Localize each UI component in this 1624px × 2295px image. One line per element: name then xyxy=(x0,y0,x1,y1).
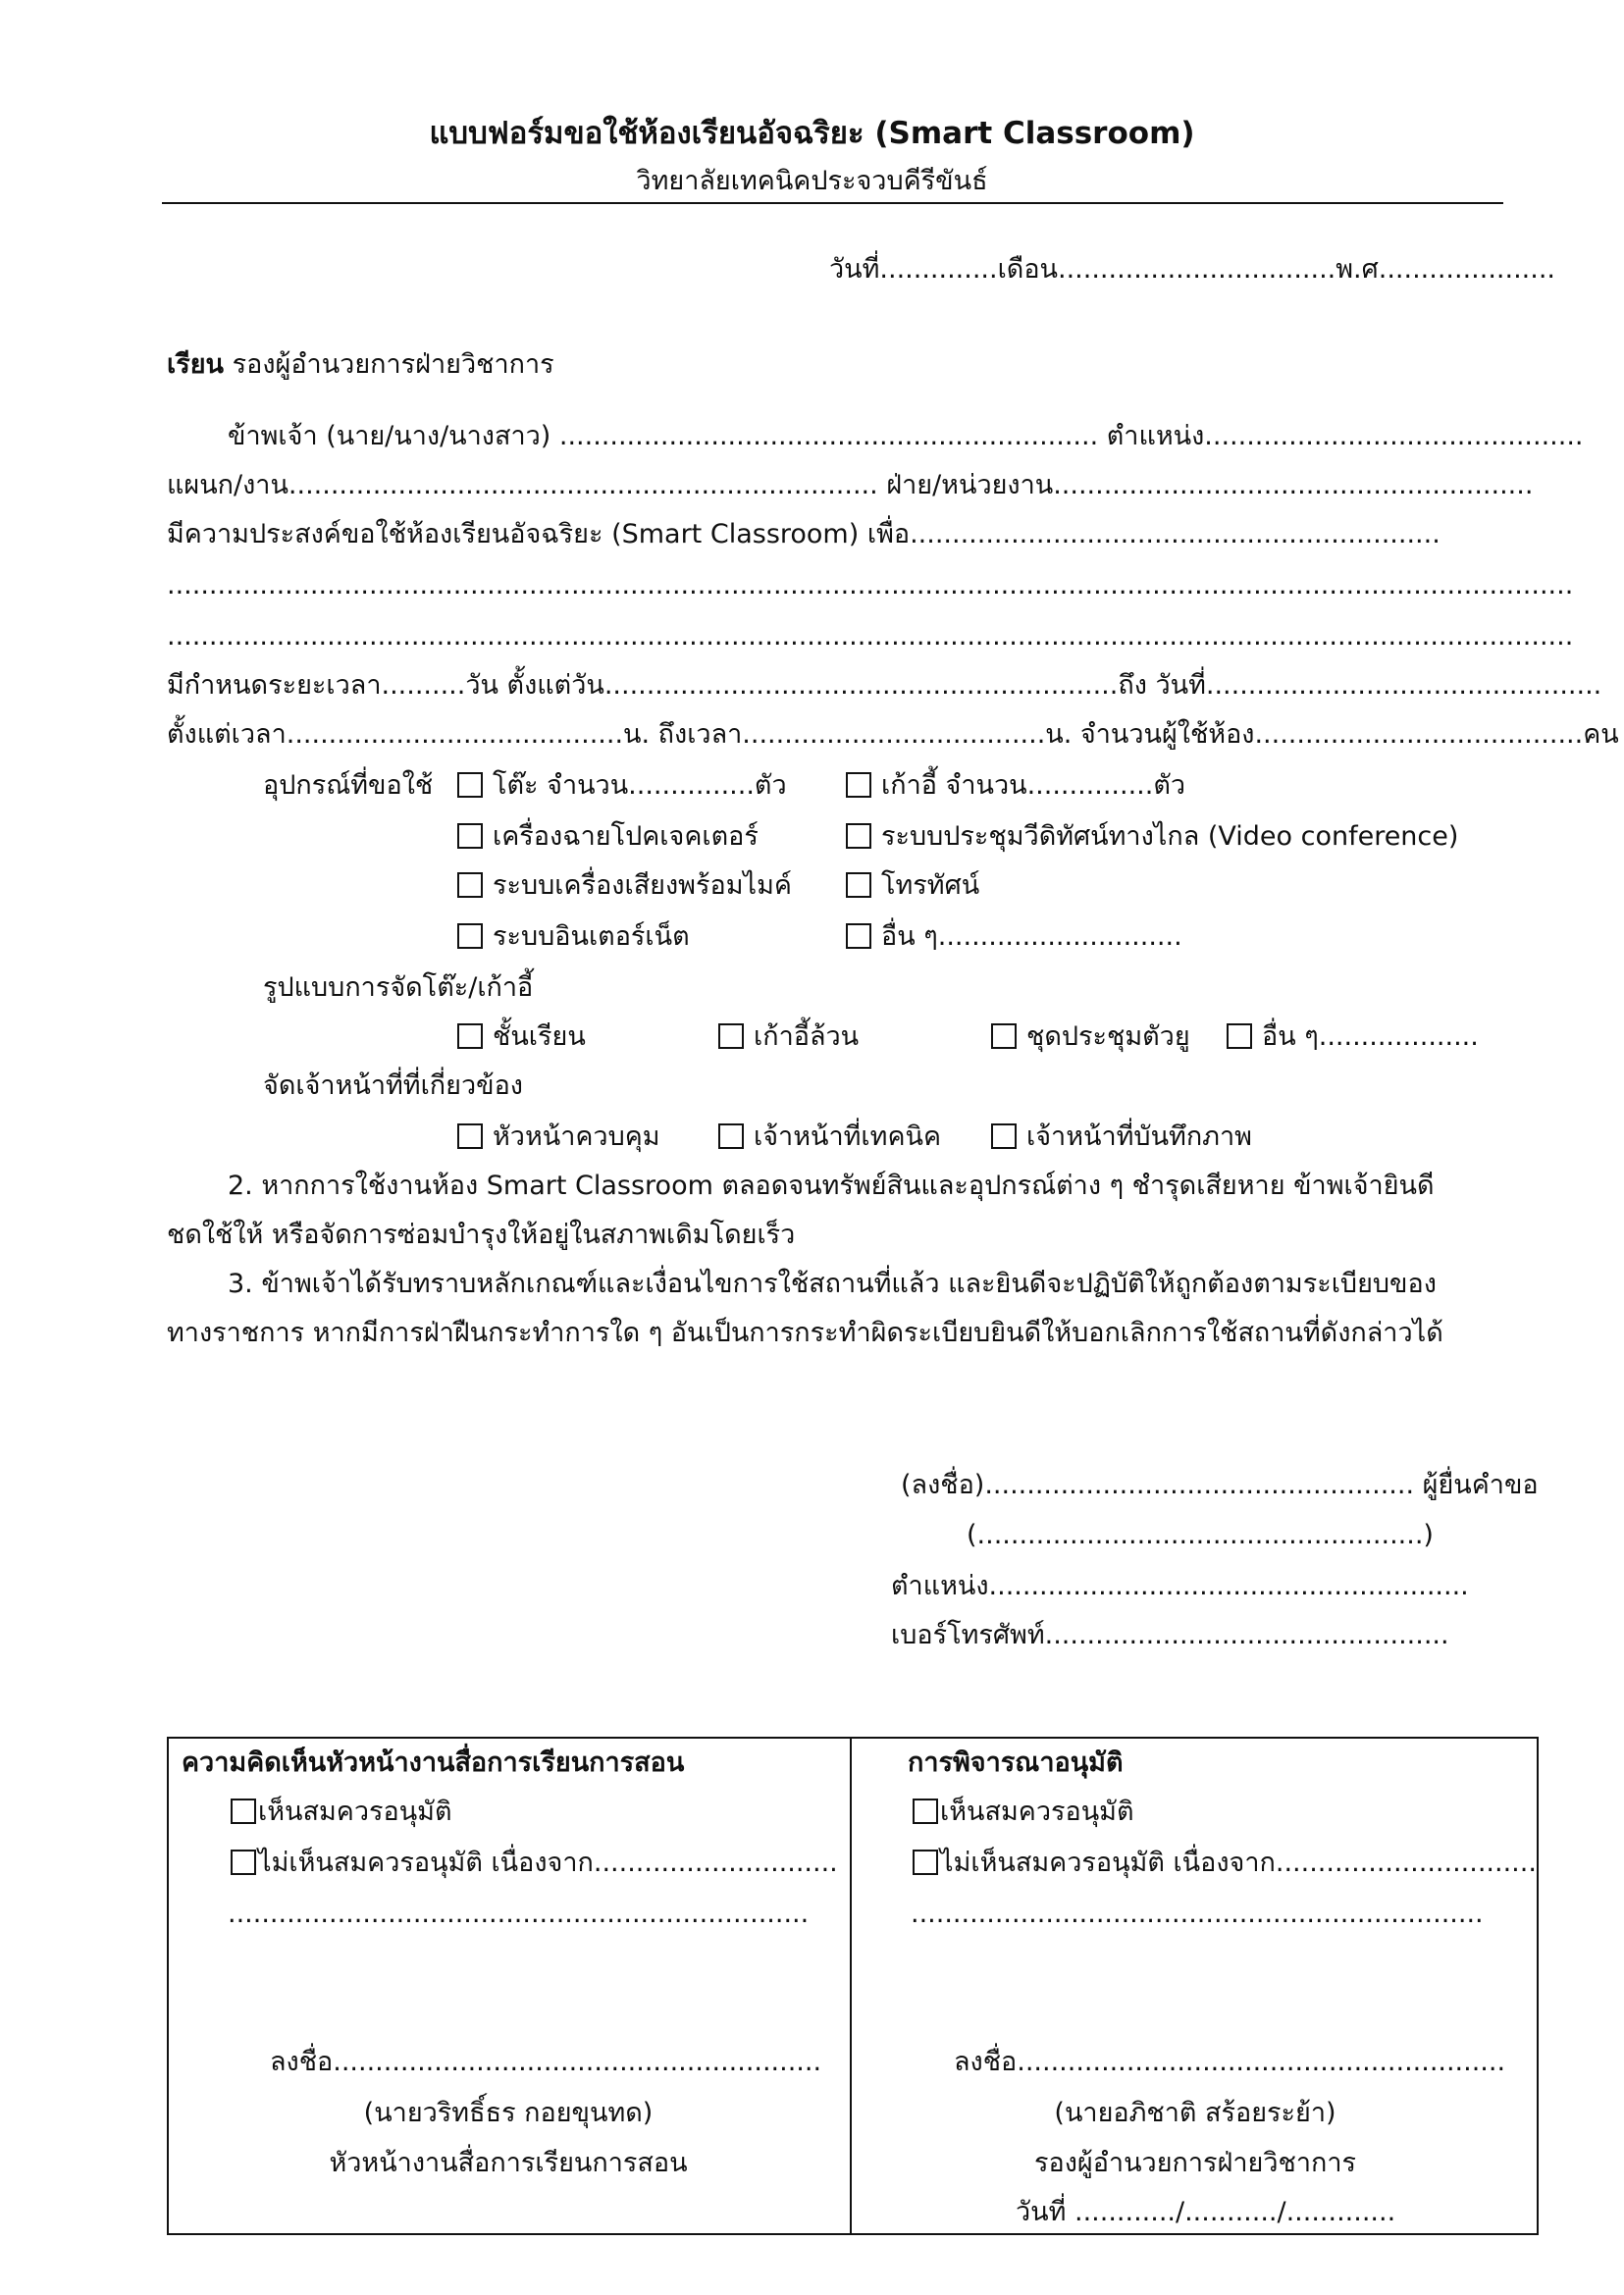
equip-other-option[interactable]: อื่น ๆ............................. xyxy=(846,920,1182,954)
purpose-cont-line-2[interactable]: ....................................................................................................................................................................... xyxy=(167,621,1574,652)
term-2-line-1: 2. หากการใช้งานห้อง Smart Classroom ตลอดจนทรัพย์สินและอุปกรณ์ต่าง ๆ ชำรุดเสียหาย ข้าพเจ้ายินดี xyxy=(228,1171,1435,1201)
checkbox-icon[interactable] xyxy=(231,1799,256,1824)
applicant-position-field[interactable]: ตำแหน่ง......................................................... xyxy=(891,1571,1469,1601)
purpose-line[interactable]: มีความประสงค์ขอใช้ห้องเรียนอัจฉริยะ (Smart Classroom) เพื่อ............................................................... xyxy=(167,519,1441,549)
right-reject-option[interactable]: ไม่เห็นสมควรอนุมัติ เนื่องจาก............................... xyxy=(913,1847,1537,1880)
salutation-text: รองผู้อำนวยการฝ่ายวิชาการ xyxy=(232,349,554,380)
right-date-line[interactable]: วันที่ ............/.........../............. xyxy=(1016,2197,1396,2227)
equipment-label: อุปกรณ์ที่ขอใช้ xyxy=(263,770,434,801)
term-3-line-1: 3. ข้าพเจ้าได้รับทราบหลักเกณฑ์และเงื่อนไขการใช้สถานที่แล้ว และยินดีจะปฏิบัติให้ถูกต้องตามระเบียบของ xyxy=(228,1269,1437,1299)
checkbox-icon[interactable] xyxy=(1227,1023,1252,1049)
right-panel-heading: การพิจารณาอนุมัติ xyxy=(908,1747,1124,1778)
salutation-label: เรียน xyxy=(167,349,225,380)
left-signer-name: (นายวริทธิ์ธร กอยขุนทด) xyxy=(363,2098,654,2128)
left-signer-title: หัวหน้างานสื่อการเรียนการสอน xyxy=(329,2148,688,2178)
layout-label: รูปแบบการจัดโต๊ะ/เก้าอี้ xyxy=(263,972,534,1003)
purpose-cont-line-1[interactable]: ....................................................................................................................................................................... xyxy=(167,570,1574,600)
checkbox-icon[interactable] xyxy=(457,872,483,898)
checkbox-icon[interactable] xyxy=(457,1023,483,1049)
date-line[interactable]: วันที่..............เดือน.................................พ.ศ..................... xyxy=(829,254,1555,285)
page-title: แบบฟอร์มขอใช้ห้องเรียนอัจฉริยะ (Smart Classroom) xyxy=(429,116,1195,151)
right-approve-option[interactable]: เห็นสมควรอนุมัติ xyxy=(913,1796,1134,1829)
checkbox-icon[interactable] xyxy=(846,772,871,798)
term-2-line-2: ชดใช้ให้ หรือจัดการซ่อมบำรุงให้อยู่ในสภาพเดิมโดยเร็ว xyxy=(167,1220,796,1250)
applicant-signature-line[interactable]: (ลงชื่อ)................................................... ผู้ยื่นคำขอ xyxy=(901,1470,1539,1500)
layout-chairs-only-option[interactable]: เก้าอี้ล้วน xyxy=(718,1020,859,1054)
left-approve-option[interactable]: เห็นสมควรอนุมัติ xyxy=(231,1796,452,1829)
left-reason-line[interactable]: ..................................................................... xyxy=(228,1899,810,1929)
department-line[interactable]: แผนก/งาน...................................................................... ฝ่าย/หน่วยงาน......................................................... xyxy=(167,470,1534,500)
applicant-name-line[interactable]: ข้าพเจ้า (นาย/นาง/นางสาว) ................................................................ ตำแหน่ง............................................. xyxy=(228,421,1584,451)
right-signature-line[interactable]: ลงชื่อ.......................................................... xyxy=(954,2047,1506,2077)
checkbox-icon[interactable] xyxy=(457,1123,483,1149)
equip-video-conference-option[interactable]: ระบบประชุมวีดิทัศน์ทางไกล (Video conference) xyxy=(846,820,1458,854)
applicant-name-field[interactable]: (.....................................................) xyxy=(967,1520,1434,1550)
staff-label: จัดเจ้าหน้าที่ที่เกี่ยวข้อง xyxy=(263,1070,523,1101)
header-rule xyxy=(162,202,1503,204)
staff-supervisor-option[interactable]: หัวหน้าควบคุม xyxy=(457,1121,660,1154)
applicant-phone-field[interactable]: เบอร์โทรศัพท์................................................ xyxy=(891,1620,1449,1650)
equip-internet-option[interactable]: ระบบอินเตอร์เน็ต xyxy=(457,920,690,954)
equip-chair-option[interactable]: เก้าอี้ จำนวน...............ตัว xyxy=(846,769,1185,803)
salutation xyxy=(167,348,554,382)
layout-classroom-option[interactable]: ชั้นเรียน xyxy=(457,1020,586,1054)
checkbox-icon[interactable] xyxy=(457,923,483,949)
right-reason-line[interactable]: .................................................................... xyxy=(911,1899,1484,1929)
checkbox-icon[interactable] xyxy=(457,823,483,849)
checkbox-icon[interactable] xyxy=(846,923,871,949)
staff-technician-option[interactable]: เจ้าหน้าที่เทคนิค xyxy=(718,1121,941,1154)
duration-line[interactable]: มีกำหนดระยะเวลา..........วัน ตั้งแต่วัน.............................................................ถึง วันที่............................................... xyxy=(167,670,1602,701)
left-reject-option[interactable]: ไม่เห็นสมควรอนุมัติ เนื่องจาก............................. xyxy=(231,1847,838,1880)
checkbox-icon[interactable] xyxy=(913,1850,938,1875)
time-line[interactable]: ตั้งแต่เวลา........................................น. ถึงเวลา....................................น. จำนวนผู้ใช้ห้อง.......................................คน xyxy=(167,719,1619,750)
checkbox-icon[interactable] xyxy=(846,823,871,849)
term-3-line-2: ทางราชการ หากมีการฝ่าฝืนกระทำการใด ๆ อันเป็นการกระทำผิดระเบียบยินดีให้บอกเลิกการใช้สถานที่ดังกล่าวได้ xyxy=(167,1318,1443,1348)
equip-projector-option[interactable]: เครื่องฉายโปคเจคเตอร์ xyxy=(457,820,759,854)
checkbox-icon[interactable] xyxy=(991,1123,1017,1149)
checkbox-icon[interactable] xyxy=(846,872,871,898)
equip-sound-option[interactable]: ระบบเครื่องเสียงพร้อมไมค์ xyxy=(457,869,792,903)
layout-u-shape-option[interactable]: ชุดประชุมตัวยู xyxy=(991,1020,1190,1054)
right-signer-name: (นายอภิชาติ สร้อยระย้า) xyxy=(1054,2098,1336,2128)
page-subtitle: วิทยาลัยเทคนิคประจวบคีรีขันธ์ xyxy=(636,166,988,196)
layout-other-option[interactable]: อื่น ๆ................... xyxy=(1227,1020,1479,1054)
checkbox-icon[interactable] xyxy=(913,1799,938,1824)
checkbox-icon[interactable] xyxy=(231,1850,256,1875)
right-signer-title: รองผู้อำนวยการฝ่ายวิชาการ xyxy=(1033,2148,1356,2178)
checkbox-icon[interactable] xyxy=(991,1023,1017,1049)
staff-photographer-option[interactable]: เจ้าหน้าที่บันทึกภาพ xyxy=(991,1121,1252,1154)
equip-table-option[interactable]: โต๊ะ จำนวน...............ตัว xyxy=(457,769,787,803)
left-panel-heading: ความคิดเห็นหัวหน้างานสื่อการเรียนการสอน xyxy=(182,1747,685,1778)
checkbox-icon[interactable] xyxy=(718,1123,744,1149)
equip-tv-option[interactable]: โทรทัศน์ xyxy=(846,869,979,903)
checkbox-icon[interactable] xyxy=(457,772,483,798)
checkbox-icon[interactable] xyxy=(718,1023,744,1049)
left-signature-line[interactable]: ลงชื่อ.......................................................... xyxy=(270,2047,822,2077)
